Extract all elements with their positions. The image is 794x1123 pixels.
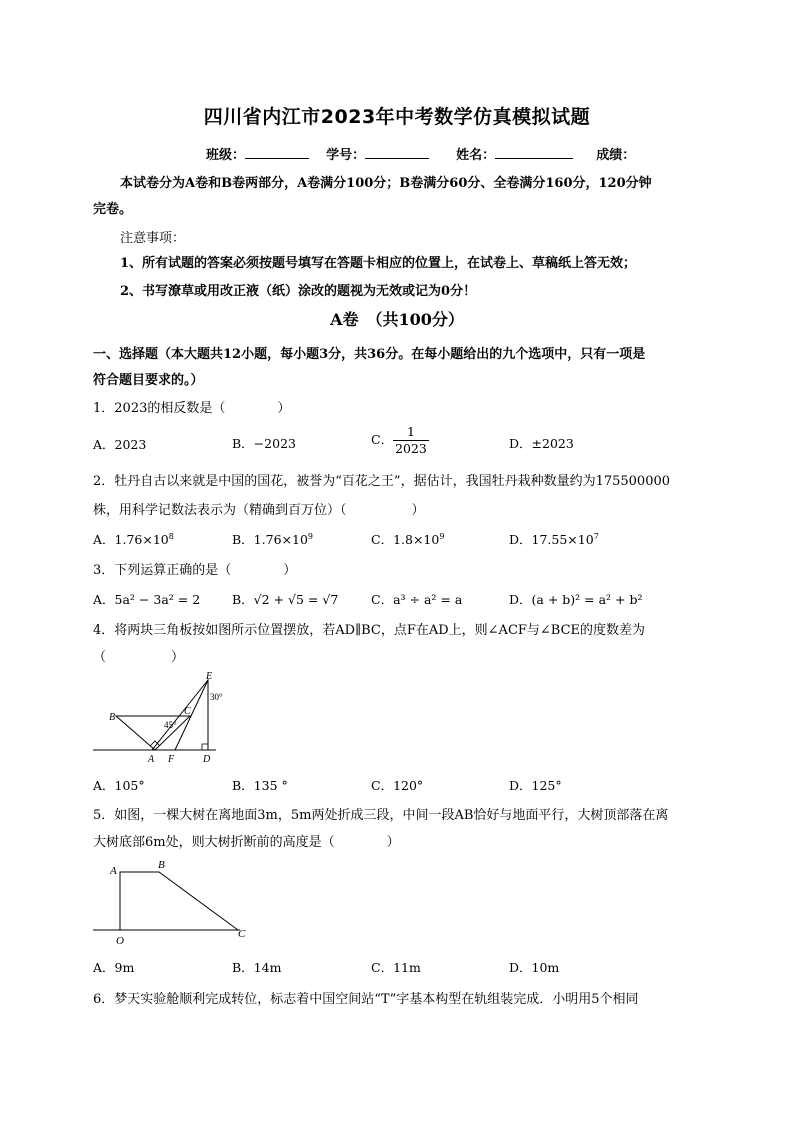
label-o: O: [116, 935, 124, 947]
q5-option-b[interactable]: B．14m: [232, 960, 282, 975]
q2-c-base: C．1.8×10: [371, 532, 440, 547]
fraction-numerator: 1: [393, 424, 429, 441]
label-f: F: [168, 754, 175, 765]
broken-tree: [120, 872, 238, 930]
right-angle-d: [202, 744, 208, 750]
q4-option-c[interactable]: C．120°: [371, 778, 424, 793]
label-b: B: [109, 712, 116, 723]
q5-option-d[interactable]: D．10m: [509, 960, 560, 975]
label-30-degrees: 30°: [210, 692, 223, 702]
label-45-degrees: 45°: [164, 720, 177, 730]
student-info-row: [206, 144, 635, 163]
q2-option-a[interactable]: [93, 530, 174, 548]
question-5-line-1: 5．如图，一棵大树在离地面3m，5m两处折成三段，中间一段AB恰好与地面平行，大树顶部落在离: [93, 808, 669, 823]
question-5-line-2: 大树底部6m处，则大树折断前的高度是（ ）: [93, 835, 400, 850]
q2-a-base: A．1.76×10: [93, 532, 169, 547]
label-d: D: [203, 754, 211, 765]
name-field[interactable]: [495, 146, 573, 159]
q3-option-b[interactable]: B．√2 + √5 = √7: [232, 592, 339, 607]
section-a-title: A卷 （共100分）: [330, 310, 464, 329]
student-id-field[interactable]: [365, 146, 429, 159]
q5-option-a[interactable]: A．9m: [93, 960, 135, 975]
q4-option-a[interactable]: A．105°: [93, 778, 145, 793]
q1-fraction: [393, 424, 429, 457]
q2-b-base: B．1.76×10: [232, 532, 308, 547]
name-label: 姓名：: [456, 148, 496, 163]
q2-option-b[interactable]: [232, 530, 313, 548]
q2-a-exponent: 8: [168, 532, 174, 541]
q5-figure-tree: [90, 856, 260, 951]
question-2-line-2: 株，用科学记数法表示为（精确到百万位）（ ）: [93, 503, 425, 518]
q2-c-exponent: 9: [439, 532, 445, 541]
label-b: B: [158, 859, 165, 871]
q4-option-b[interactable]: B．135 °: [232, 778, 288, 793]
question-3-stem: 3．下列运算正确的是（ ）: [93, 563, 297, 578]
student-id-label: 学号：: [326, 148, 366, 163]
label-c: C: [238, 928, 246, 940]
q3-option-c[interactable]: C．a³ ÷ a² = a: [371, 592, 463, 607]
q4-figure-triangles: [90, 668, 250, 768]
score-label: 成绩：: [596, 148, 636, 163]
question-6-line-1: 6．梦天实验舱顺利完成转位，标志着中国空间站“T”字基本构型在轨组装完成．小明用5个相同: [93, 992, 639, 1007]
q3-option-a[interactable]: A．5a² − 3a² = 2: [93, 592, 201, 607]
part-1-heading-line-1: 一、选择题（本大题共12小题，每小题3分，共36分。在每小题给出的九个选项中，只有一项是: [93, 347, 646, 362]
q2-b-exponent: 9: [307, 532, 313, 541]
intro-line-2: 完卷。: [93, 202, 133, 217]
fraction-denominator: 2023: [395, 441, 427, 456]
part-1-heading-line-2: 符合题目要求的。）: [93, 373, 204, 388]
q1-option-a[interactable]: A．2023: [93, 437, 147, 452]
q2-option-c[interactable]: [371, 530, 444, 548]
notes-heading: 注意事项：: [120, 231, 186, 246]
q1-option-b[interactable]: B．−2023: [232, 436, 296, 451]
q3-option-d[interactable]: D．(a + b)² = a² + b²: [509, 592, 643, 607]
note-2: 2、书写潦草或用改正液（纸）涂改的题视为无效或记为0分！: [120, 284, 477, 299]
label-c: C: [184, 706, 191, 717]
label-e: E: [206, 671, 213, 682]
triangle-45: [116, 716, 190, 750]
q1-option-c-label: C．: [371, 432, 394, 447]
label-a: A: [110, 865, 117, 877]
q5-option-c[interactable]: C．11m: [371, 960, 421, 975]
note-1: 1、所有试题的答案必须按题号填写在答题卡相应的位置上，在试卷上、草稿纸上答无效；: [120, 256, 637, 271]
q2-d-base: D．17.55×10: [509, 532, 594, 547]
question-4-line-1: 4．将两块三角板按如图所示位置摆放，若AD∥BC，点F在AD上，则∠ACF与∠BCE的度数差为: [93, 623, 646, 638]
class-label: 班级：: [206, 148, 246, 163]
q1-option-c[interactable]: [371, 424, 429, 457]
q2-option-d[interactable]: [509, 530, 599, 548]
q4-option-d[interactable]: D．125°: [509, 778, 562, 793]
intro-line-1: 本试卷分为A卷和B卷两部分，A卷满分100分；B卷满分60分、全卷满分160分，120分钟: [120, 176, 652, 191]
question-1-stem: 1．2023的相反数是（ ）: [93, 401, 291, 416]
question-2-line-1: 2．牡丹自古以来就是中国的国花，被誉为“百花之王”，据估计，我国牡丹栽种数量约为175500000: [93, 474, 671, 489]
page-title: 四川省内江市2023年中考数学仿真模拟试题: [203, 106, 591, 128]
q1-option-d[interactable]: D．±2023: [509, 436, 574, 451]
question-4-line-2: （ ）: [93, 650, 185, 665]
class-field[interactable]: [245, 146, 309, 159]
label-a: A: [148, 754, 155, 765]
q2-d-exponent: 7: [593, 532, 599, 541]
